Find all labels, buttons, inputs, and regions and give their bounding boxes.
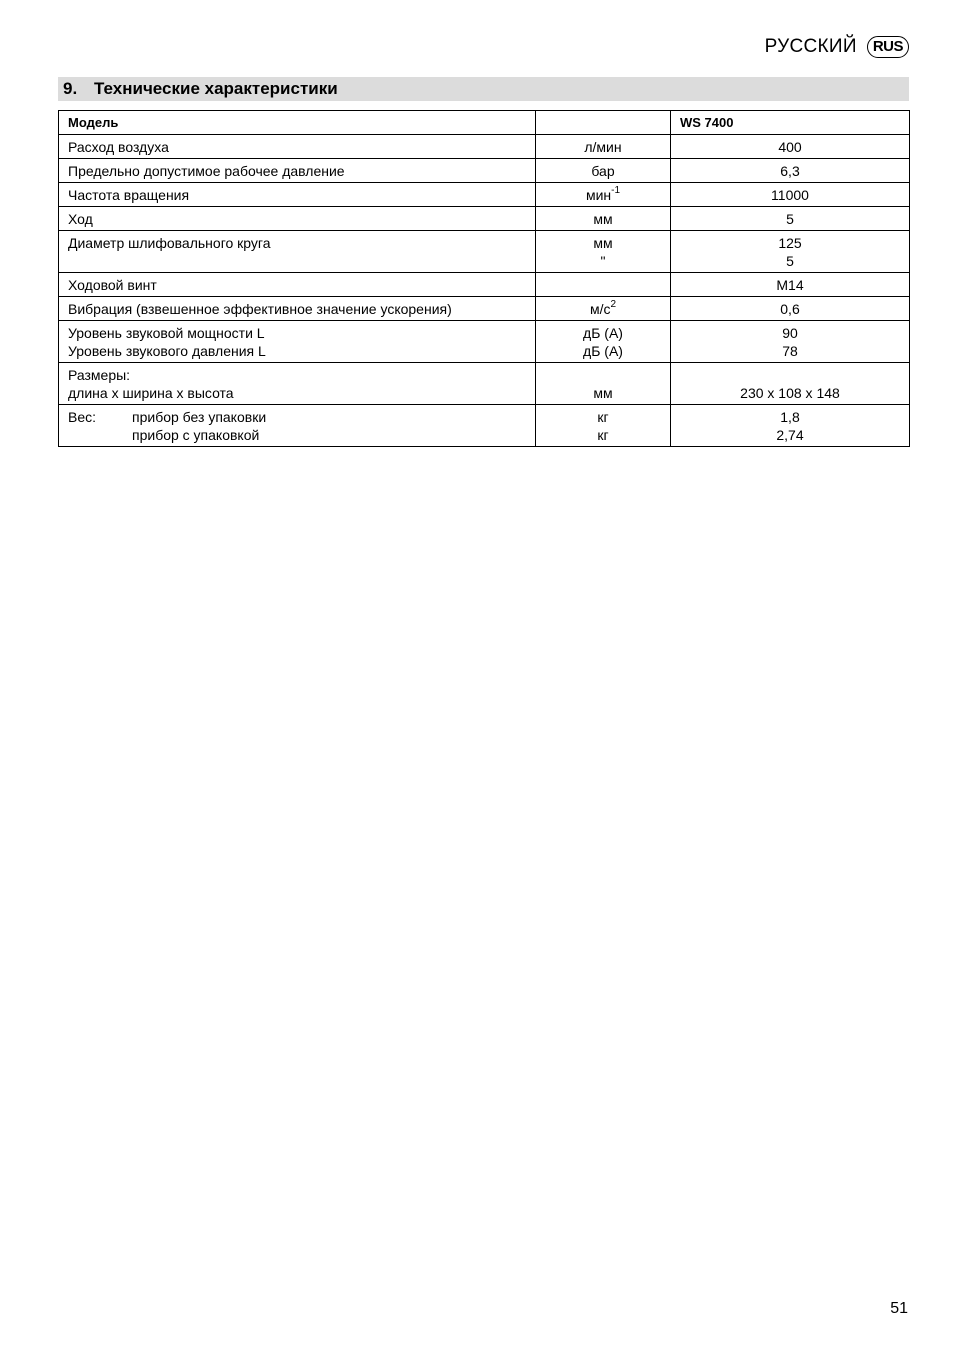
- row-unit-cell: [536, 183, 671, 207]
- row-value-secondary: 78: [782, 343, 798, 359]
- row-name-cell: [59, 405, 536, 447]
- row-value-cell: [671, 321, 910, 363]
- row-unit: л/мин: [536, 135, 671, 159]
- header-unit: [536, 111, 671, 135]
- row-unit-cell: [536, 297, 671, 321]
- row-unit-cell: [536, 231, 671, 273]
- row-unit-secondary: кг: [597, 427, 609, 443]
- row-value: 125: [778, 235, 802, 251]
- row-unit-cell: [536, 405, 671, 447]
- row-unit: мм: [536, 207, 671, 231]
- weight-wrap: [68, 408, 526, 444]
- row-unit: дБ (A): [583, 325, 623, 341]
- section-title: [58, 77, 909, 101]
- row-value: 5: [671, 207, 910, 231]
- row-value: 11000: [671, 183, 910, 207]
- weight-items: [132, 408, 266, 444]
- row-unit-secondary: ": [600, 253, 606, 269]
- table-row: [59, 405, 910, 447]
- table-row: [59, 297, 910, 321]
- table-header-row: [59, 111, 910, 135]
- row-name: Уровень звуковой мощности L: [68, 325, 265, 341]
- row-name: Диаметр шлифовального круга: [59, 231, 536, 273]
- row-unit-superscript: 2: [610, 299, 617, 311]
- row-value-secondary: 5: [786, 253, 794, 269]
- row-value: 6,3: [671, 159, 910, 183]
- language-label: РУССКИЙ: [764, 36, 857, 57]
- section-number: 9.: [63, 79, 78, 98]
- header-model-name: WS 7400: [671, 111, 910, 135]
- language-header: [765, 36, 909, 58]
- row-name: Предельно допустимое рабочее давление: [59, 159, 536, 183]
- row-name-secondary: длина x ширина x высота: [68, 385, 234, 401]
- table-row: [59, 159, 910, 183]
- row-unit: кг: [597, 409, 609, 425]
- row-value: [680, 366, 900, 384]
- table-row: [59, 135, 910, 159]
- row-name-secondary: Уровень звукового давления L: [68, 343, 266, 359]
- row-value: 1,8: [780, 409, 800, 425]
- row-unit-secondary: мм: [593, 385, 613, 401]
- row-name: Вибрация (взвешенное эффективное значение ускорения): [59, 297, 536, 321]
- table-row: [59, 207, 910, 231]
- row-unit-secondary: дБ (A): [583, 343, 623, 359]
- row-value-cell: [671, 363, 910, 405]
- row-name: Расход воздуха: [59, 135, 536, 159]
- row-value: M14: [671, 273, 910, 297]
- row-unit: м/с: [589, 301, 611, 317]
- page-number: 51: [890, 1300, 908, 1317]
- language-badge: RUS: [867, 36, 909, 58]
- row-name: Ход: [59, 207, 536, 231]
- row-unit: бар: [536, 159, 671, 183]
- row-unit: мм: [593, 235, 613, 251]
- row-name-secondary: прибор с упаковкой: [132, 427, 260, 443]
- row-name: Размеры:: [68, 367, 131, 383]
- row-unit: [545, 366, 661, 384]
- weight-label: Вес:: [68, 409, 97, 425]
- row-unit-cell: [536, 321, 671, 363]
- row-name: Ходовой винт: [59, 273, 536, 297]
- row-unit-superscript: -1: [611, 185, 621, 197]
- row-value-cell: [671, 231, 910, 273]
- row-name: прибор без упаковки: [132, 409, 267, 425]
- table-row: [59, 183, 910, 207]
- row-name-cell: [59, 363, 536, 405]
- table-row: [59, 363, 910, 405]
- row-unit-cell: [536, 363, 671, 405]
- header-model-label: Модель: [59, 111, 536, 135]
- row-value: 90: [782, 325, 798, 341]
- row-value-secondary: 230 x 108 x 148: [740, 385, 840, 401]
- row-value: 0,6: [671, 297, 910, 321]
- row-unit: мин: [585, 187, 612, 203]
- section-heading: Технические характеристики: [94, 79, 338, 98]
- specifications-table: [58, 110, 910, 447]
- row-value: 400: [671, 135, 910, 159]
- table-row: [59, 231, 910, 273]
- table-row: [59, 273, 910, 297]
- row-name-cell: [59, 321, 536, 363]
- row-name: Частота вращения: [59, 183, 536, 207]
- row-value-cell: [671, 405, 910, 447]
- row-unit: [536, 273, 671, 297]
- row-value-secondary: 2,74: [776, 427, 804, 443]
- table-row: [59, 321, 910, 363]
